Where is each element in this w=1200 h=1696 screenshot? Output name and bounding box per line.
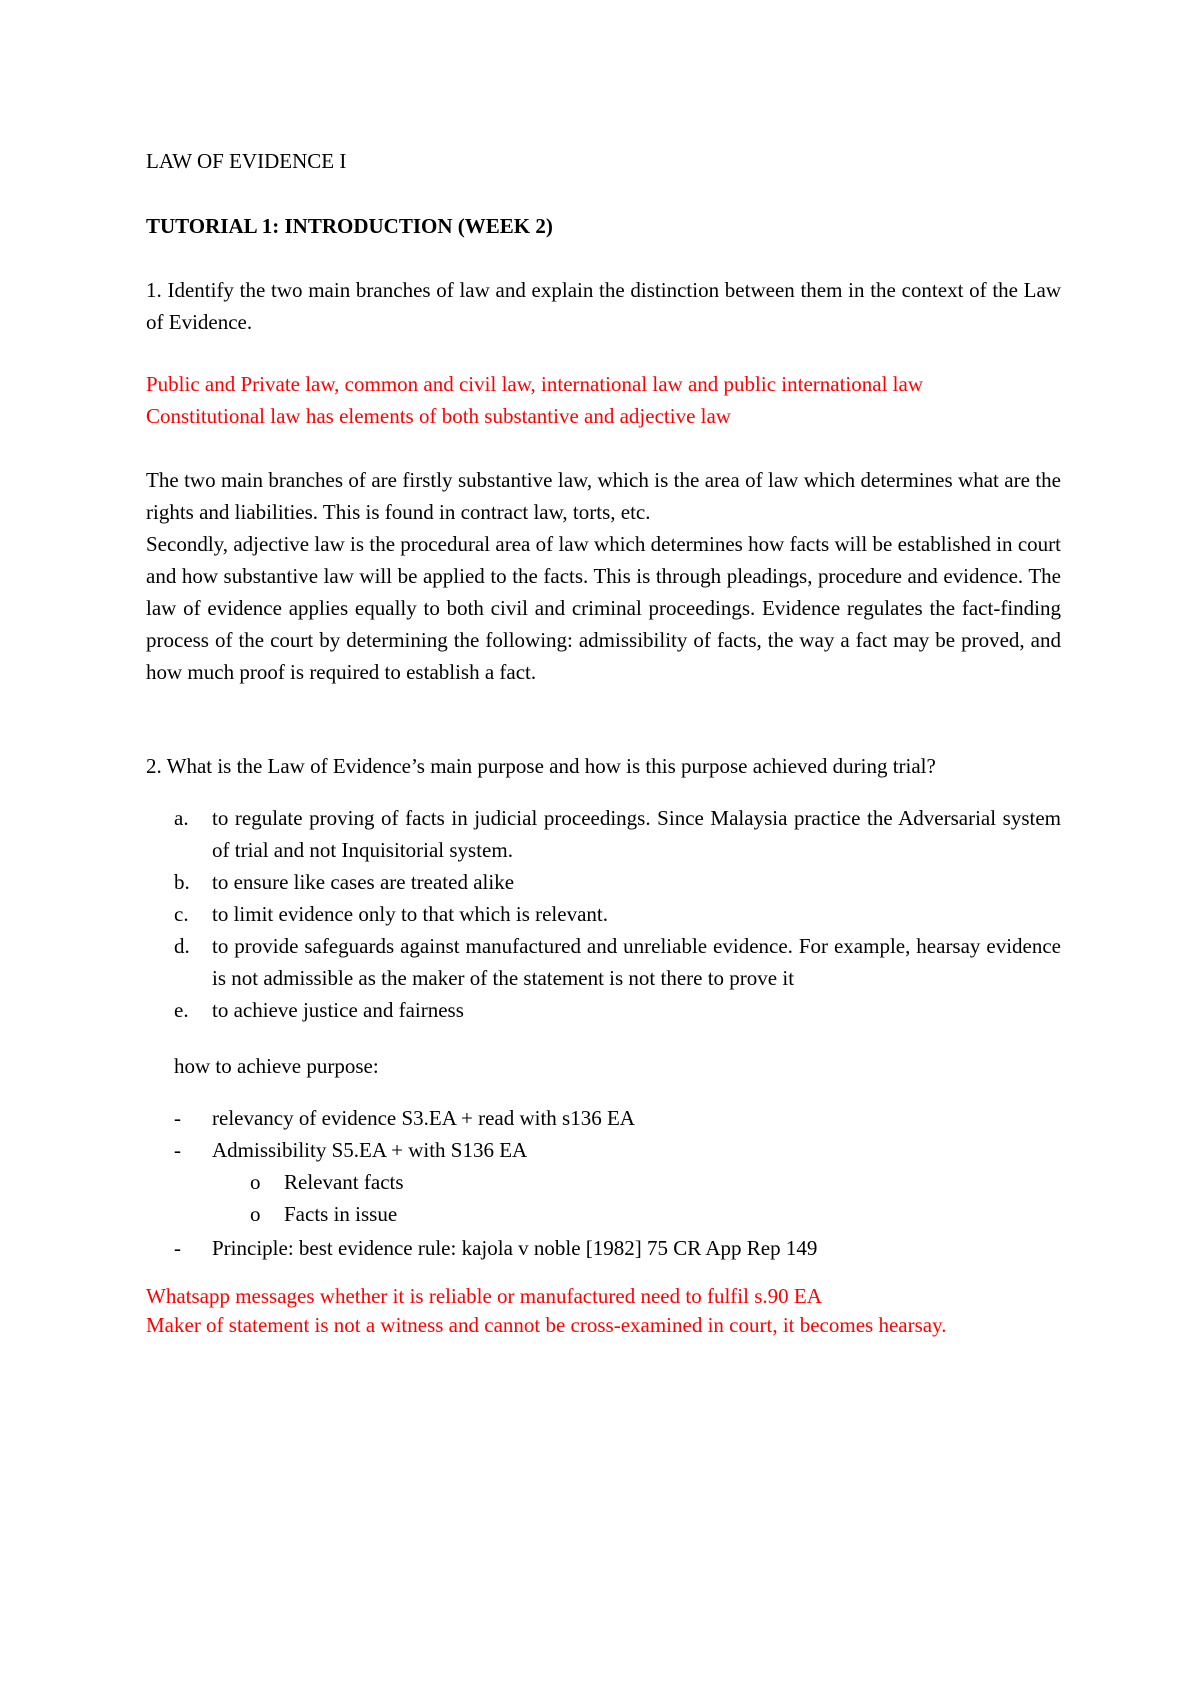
list-item-text: Relevant facts bbox=[284, 1170, 404, 1194]
list-marker: b. bbox=[174, 870, 190, 894]
q2-red-note-2: Maker of statement is not a witness and cannot be cross-examined in court, it becomes hearsay. bbox=[146, 1313, 947, 1337]
circle-marker: o bbox=[250, 1170, 261, 1194]
dash-marker: - bbox=[174, 1138, 181, 1162]
list-item-text: to ensure like cases are treated alike bbox=[212, 870, 515, 894]
list-item bbox=[146, 1134, 1061, 1166]
question-2: 2. What is the Law of Evidence’s main purpose and how is this purpose achieved during trial? bbox=[146, 754, 936, 778]
list-item-text: Principle: best evidence rule: kajola v noble [1982] 75 CR App Rep 149 bbox=[212, 1236, 818, 1260]
q1-answer-para-1: The two main branches of are firstly substantive law, which is the area of law which determines what are the rights and liabilities. This is found in contract law, torts, etc. bbox=[146, 468, 1061, 524]
q1-red-note-2: Constitutional law has elements of both substantive and adjective law bbox=[146, 404, 731, 428]
list-item bbox=[146, 1232, 1061, 1264]
dash-marker: - bbox=[174, 1236, 181, 1260]
document-title: LAW OF EVIDENCE I bbox=[146, 149, 347, 173]
how-to-achieve-label: how to achieve purpose: bbox=[174, 1054, 379, 1078]
q1-answer bbox=[146, 464, 1061, 688]
list-item-text: Facts in issue bbox=[284, 1202, 398, 1226]
q2-red-notes bbox=[146, 1282, 1061, 1340]
sub-list bbox=[146, 1166, 1061, 1230]
list-item-text: to provide safeguards against manufactured and unreliable evidence. For example, hearsay evidence is not admissible as the maker of the statement is not there to prove it bbox=[212, 934, 1061, 990]
list-item-text: Admissibility S5.EA + with S136 EA bbox=[212, 1138, 528, 1162]
question-1: 1. Identify the two main branches of law and explain the distinction between them in the context of the Law of Evidence. bbox=[146, 278, 1061, 334]
q1-red-note-1: Public and Private law, common and civil law, international law and public international law bbox=[146, 372, 923, 396]
list-marker: c. bbox=[174, 902, 189, 926]
circle-marker: o bbox=[250, 1202, 261, 1226]
q1-red-notes bbox=[146, 368, 1061, 432]
q1-answer-para-2: Secondly, adjective law is the procedural area of law which determines how facts will be established in court and how substantive law will be applied to the facts. This is through pleadings, procedure and evidence. The law of evidence applies equally to both civil and criminal proceedings. Evidence regulates the fact-finding process of the court by determining the following: admissibility of facts, the way a fact may be proved, and how much proof is required to establish a fact. bbox=[146, 532, 1061, 684]
document-body bbox=[146, 145, 1061, 1340]
list-marker: e. bbox=[174, 998, 189, 1022]
list-marker: d. bbox=[174, 934, 190, 958]
purpose-list bbox=[146, 802, 1061, 1026]
list-item bbox=[146, 1102, 1061, 1134]
how-list bbox=[146, 1102, 1061, 1166]
list-item-text: to achieve justice and fairness bbox=[212, 998, 464, 1022]
list-item bbox=[146, 898, 1061, 930]
principle-list bbox=[146, 1232, 1061, 1264]
dash-marker: - bbox=[174, 1106, 181, 1130]
list-item bbox=[146, 1198, 1061, 1230]
list-item-text: to limit evidence only to that which is relevant. bbox=[212, 902, 608, 926]
list-item bbox=[146, 994, 1061, 1026]
tutorial-heading: TUTORIAL 1: INTRODUCTION (WEEK 2) bbox=[146, 214, 553, 238]
list-marker: a. bbox=[174, 806, 189, 830]
list-item bbox=[146, 930, 1061, 994]
q2-red-note-1: Whatsapp messages whether it is reliable or manufactured need to fulfil s.90 EA bbox=[146, 1284, 822, 1308]
list-item bbox=[146, 802, 1061, 866]
list-item bbox=[146, 866, 1061, 898]
list-item bbox=[146, 1166, 1061, 1198]
list-item-text: relevancy of evidence S3.EA + read with s136 EA bbox=[212, 1106, 635, 1130]
list-item-text: to regulate proving of facts in judicial proceedings. Since Malaysia practice the Adversarial system of trial and not Inquisitorial system. bbox=[212, 806, 1061, 862]
